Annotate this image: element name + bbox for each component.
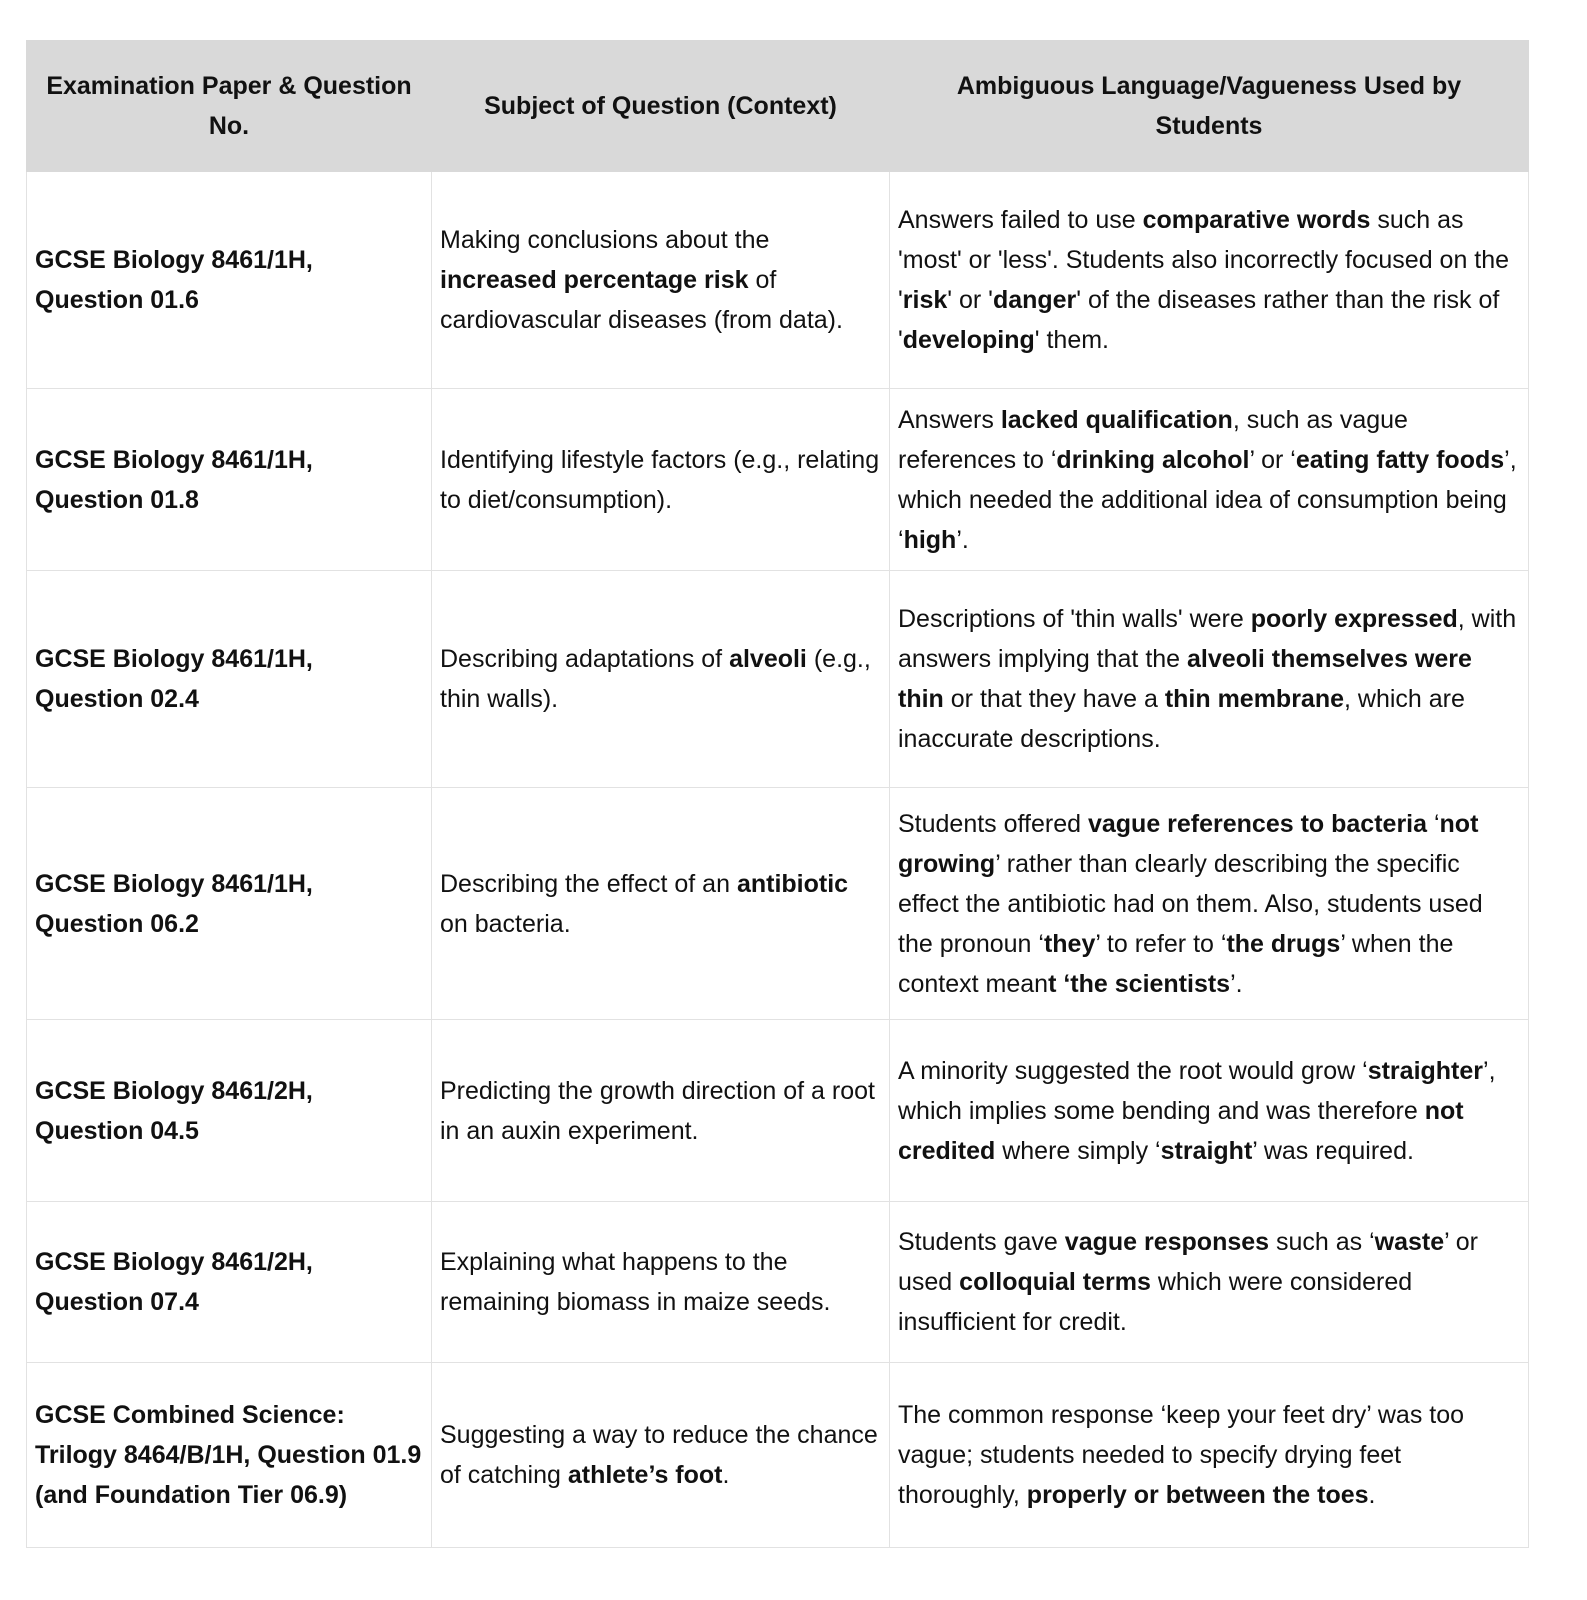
emphasis-text: lacked qualification xyxy=(1000,405,1233,434)
table-row xyxy=(27,1202,1529,1363)
table-row xyxy=(27,788,1529,1020)
exam-paper-cell: GCSE Biology 8461/1H, Question 01.6 xyxy=(27,172,432,389)
ambiguity-cell: Answers lacked qualification, such as vague references to ‘drinking alcohol’ or ‘eating fatty foods’, which needed the additional idea of consumption being ‘high’. xyxy=(890,389,1529,571)
ambiguity-cell: A minority suggested the root would grow ‘straighter’, which implies some bending and was therefore not credited where simply ‘straight’ was required. xyxy=(890,1020,1529,1202)
emphasis-text: eating fatty foods xyxy=(1295,445,1505,474)
exam-paper-cell: GCSE Biology 8461/1H, Question 01.8 xyxy=(27,389,432,571)
emphasis-text: straight xyxy=(1160,1136,1253,1165)
emphasis-text: not credited xyxy=(898,1096,1464,1165)
emphasis-text: the drugs xyxy=(1226,929,1341,958)
subject-cell: Making conclusions about the increased percentage risk of cardiovascular diseases (from data). xyxy=(432,172,890,389)
subject-cell: Describing adaptations of alveoli (e.g., thin walls). xyxy=(432,571,890,788)
table-row xyxy=(27,1363,1529,1548)
header-exam-paper: Examination Paper & Question No. xyxy=(27,41,432,172)
subject-cell: Suggesting a way to reduce the chance of catching athlete’s foot. xyxy=(432,1363,890,1548)
table-row xyxy=(27,1020,1529,1202)
emphasis-text: t ‘the scientists xyxy=(1048,969,1231,998)
emphasis-text: danger xyxy=(992,286,1077,314)
header-subject: Subject of Question (Context) xyxy=(432,41,890,172)
emphasis-text: poorly expressed xyxy=(1250,605,1458,633)
emphasis-text: high xyxy=(903,525,957,554)
ambiguity-cell: Students gave vague responses such as ‘waste’ or used colloquial terms which were considered insufficient for credit. xyxy=(890,1202,1529,1363)
subject-cell: Identifying lifestyle factors (e.g., relating to diet/consumption). xyxy=(432,389,890,571)
emphasis-text: they xyxy=(1043,929,1096,958)
subject-cell: Predicting the growth direction of a root in an auxin experiment. xyxy=(432,1020,890,1202)
emphasis-text: not growing xyxy=(898,809,1479,878)
emphasis-text: colloquial terms xyxy=(959,1268,1151,1296)
subject-cell: Describing the effect of an antibiotic on bacteria. xyxy=(432,788,890,1020)
emphasis-text: drinking alcohol xyxy=(1056,445,1250,474)
emphasis-text: developing xyxy=(902,326,1035,354)
emphasis-text: athlete’s foot xyxy=(567,1461,723,1489)
ambiguity-cell: The common response ‘keep your feet dry’ was too vague; students needed to specify drying feet thoroughly, properly or between the toes. xyxy=(890,1363,1529,1548)
emphasis-text: comparative words xyxy=(1142,206,1371,234)
emphasis-text: thin membrane xyxy=(1164,685,1345,713)
table-row xyxy=(27,172,1529,389)
subject-cell: Explaining what happens to the remaining biomass in maize seeds. xyxy=(432,1202,890,1363)
emphasis-text: properly or between the toes xyxy=(1026,1481,1369,1509)
ambiguity-cell: Descriptions of 'thin walls' were poorly expressed, with answers implying that the alveoli themselves were thin or that they have a thin membrane, which are inaccurate descriptions. xyxy=(890,571,1529,788)
emphasis-text: straighter xyxy=(1367,1056,1484,1085)
exam-paper-cell: GCSE Biology 8461/2H, Question 07.4 xyxy=(27,1202,432,1363)
emphasis-text: antibiotic xyxy=(736,869,849,898)
emphasis-text: vague references to bacteria xyxy=(1087,809,1428,838)
table-row xyxy=(27,571,1529,788)
emphasis-text: vague responses xyxy=(1064,1228,1270,1256)
exam-paper-cell: GCSE Biology 8461/2H, Question 04.5 xyxy=(27,1020,432,1202)
exam-paper-cell: GCSE Combined Science: Trilogy 8464/B/1H, Question 01.9 (and Foundation Tier 06.9) xyxy=(27,1363,432,1548)
header-ambiguity: Ambiguous Language/Vagueness Used by Students xyxy=(890,41,1529,172)
table-header-row xyxy=(27,41,1529,172)
emphasis-text: alveoli xyxy=(729,645,807,673)
emphasis-text: increased percentage risk xyxy=(440,266,749,294)
ambiguity-cell: Answers failed to use comparative words such as 'most' or 'less'. Students also incorrectly focused on the 'risk' or 'danger' of the diseases rather than the risk of 'developing' them. xyxy=(890,172,1529,389)
exam-paper-cell: GCSE Biology 8461/1H, Question 06.2 xyxy=(27,788,432,1020)
emphasis-text: risk xyxy=(902,286,948,314)
emphasis-text: waste xyxy=(1374,1228,1445,1256)
vagueness-table xyxy=(26,40,1529,1548)
exam-paper-cell: GCSE Biology 8461/1H, Question 02.4 xyxy=(27,571,432,788)
ambiguity-cell: Students offered vague references to bacteria ‘not growing’ rather than clearly describing the specific effect the antibiotic had on them. Also, students used the pronoun ‘they’ to refer to ‘the drugs’ when the context meant ‘the scientists’. xyxy=(890,788,1529,1020)
table-row xyxy=(27,389,1529,571)
emphasis-text: alveoli themselves were thin xyxy=(898,645,1472,713)
